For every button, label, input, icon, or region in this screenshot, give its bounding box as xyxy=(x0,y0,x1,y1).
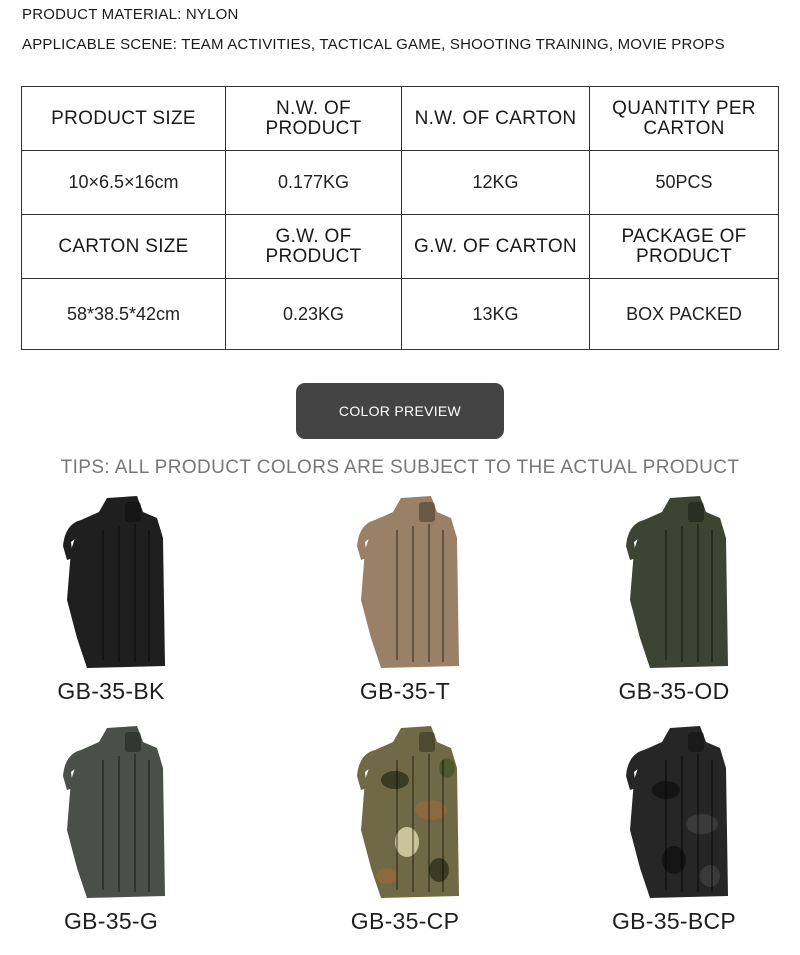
table-cell: 50PCS xyxy=(590,151,779,215)
table-cell: N.W. OF PRODUCT xyxy=(226,87,402,151)
table-cell: PACKAGE OF PRODUCT xyxy=(590,215,779,279)
product-code-label: GB-35-G xyxy=(63,908,159,934)
holster-image xyxy=(41,720,181,902)
table-row xyxy=(22,87,779,151)
spec-table xyxy=(21,86,779,350)
table-row xyxy=(22,215,779,279)
table-cell: CARTON SIZE xyxy=(22,215,226,279)
holster-image xyxy=(604,720,744,902)
applicable-scene-line: APPLICABLE SCENE: TEAM ACTIVITIES, TACTICAL GAME, SHOOTING TRAINING, MOVIE PROPS xyxy=(22,36,725,53)
table-cell: 10×6.5×16cm xyxy=(22,151,226,215)
table-cell: QUANTITY PER CARTON xyxy=(590,87,779,151)
table-cell: 13KG xyxy=(402,279,590,350)
tips-text: TIPS: ALL PRODUCT COLORS ARE SUBJECT TO THE ACTUAL PRODUCT xyxy=(60,457,740,478)
product-code-label: GB-35-BK xyxy=(57,678,165,704)
table-row xyxy=(22,151,779,215)
table-cell: G.W. OF PRODUCT xyxy=(226,215,402,279)
color-preview-button[interactable]: COLOR PREVIEW xyxy=(296,383,504,439)
table-cell: 0.177KG xyxy=(226,151,402,215)
product-code-label: GB-35-OD xyxy=(618,678,730,704)
table-cell: 0.23KG xyxy=(226,279,402,350)
product-item xyxy=(305,490,505,705)
product-item xyxy=(305,720,505,935)
table-row xyxy=(22,279,779,350)
holster-image xyxy=(335,490,475,672)
product-code-label: GB-35-CP xyxy=(350,908,460,934)
table-cell: 12KG xyxy=(402,151,590,215)
table-cell: N.W. OF CARTON xyxy=(402,87,590,151)
product-material-line: PRODUCT MATERIAL: NYLON xyxy=(22,6,239,23)
table-cell: PRODUCT SIZE xyxy=(22,87,226,151)
product-code-label: GB-35-BCP xyxy=(611,908,737,934)
holster-image xyxy=(41,490,181,672)
table-cell: BOX PACKED xyxy=(590,279,779,350)
table-cell: 58*38.5*42cm xyxy=(22,279,226,350)
product-item xyxy=(11,720,211,935)
table-cell: G.W. OF CARTON xyxy=(402,215,590,279)
holster-image xyxy=(604,490,744,672)
holster-image xyxy=(335,720,475,902)
product-item xyxy=(574,490,774,705)
product-item xyxy=(574,720,774,935)
product-item xyxy=(11,490,211,705)
product-code-label: GB-35-T xyxy=(359,678,451,704)
